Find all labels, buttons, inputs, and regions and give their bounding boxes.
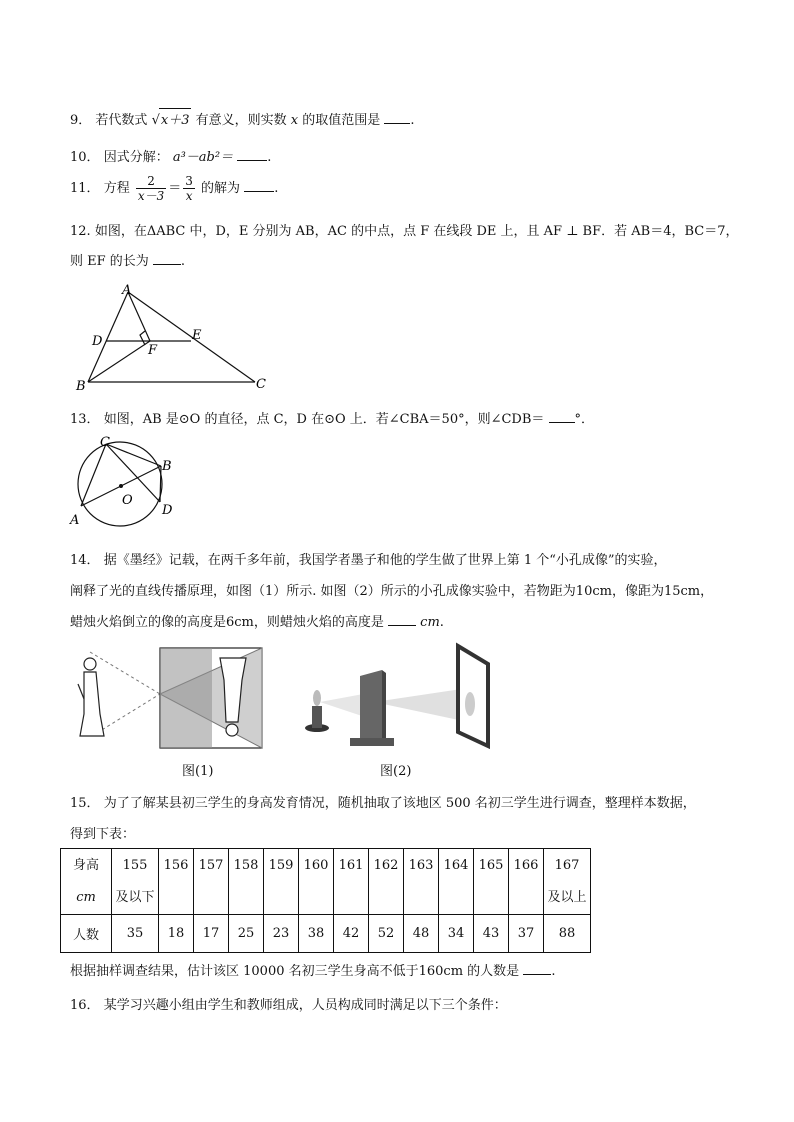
triangle-figure	[68, 282, 278, 394]
question-14-line-1	[70, 549, 667, 568]
pinhole-figure-2	[290, 640, 500, 752]
segment-cd	[106, 444, 160, 502]
height-cell: 160	[299, 849, 334, 915]
person-icon	[78, 658, 104, 736]
question-text: 有意义，则实数	[195, 113, 287, 128]
label-e: E	[192, 328, 202, 343]
height-cell: 163	[404, 849, 439, 915]
count-cell: 48	[404, 915, 439, 953]
unit: cm	[420, 615, 440, 630]
center-point	[119, 484, 123, 488]
label-f: F	[148, 343, 158, 358]
question-12-line-1	[70, 220, 739, 239]
question-text: 阐释了光的直线传播原理，如图（1）所示. 如图（2）所示的小孔成像实验中，若物距为10cm，像距为15cm，	[70, 584, 714, 599]
radical-expression: √x＋3	[152, 113, 192, 128]
height-table	[60, 848, 591, 953]
segment-ca	[81, 444, 106, 506]
question-text: 因式分解：	[103, 150, 169, 165]
segment-cb	[106, 444, 161, 466]
count-cell: 18	[159, 915, 194, 953]
pinhole-figure-1	[70, 644, 270, 754]
count-cell: 42	[334, 915, 369, 953]
label-a: A	[122, 283, 132, 298]
count-cell: 17	[194, 915, 229, 953]
question-number: 12.	[70, 224, 91, 239]
circle-o	[78, 442, 162, 526]
question-text: 根据抽样调查结果，估计该区 10000 名初三学生身高不低于160cm 的人数是	[70, 964, 520, 979]
question-text: 得到下表：	[70, 827, 136, 842]
question-15-line-2	[70, 823, 135, 842]
answer-blank[interactable]	[384, 109, 410, 124]
height-cell: 162	[369, 849, 404, 915]
height-cell: 166	[509, 849, 544, 915]
question-number: 14．	[70, 553, 100, 568]
fraction: $\frac{3}{x}$	[185, 174, 193, 203]
answer-blank[interactable]	[388, 611, 416, 626]
height-cell: 167 及以上	[544, 849, 591, 915]
count-cell: 52	[369, 915, 404, 953]
question-13: 13． 如图，AB 是⊙O 的直径，点 C，D 在⊙O 上．若∠CBA＝50°，则∠CDB＝ °．	[70, 408, 594, 427]
question-14-line-2	[70, 580, 713, 599]
height-cell: 156	[159, 849, 194, 915]
answer-blank[interactable]	[549, 408, 575, 423]
question-number: 9．	[70, 113, 92, 128]
count-cell: 43	[474, 915, 509, 953]
question-14-line-3: 蜡烛火焰倒立的像的高度是6cm，则蜡烛火焰的高度是 cm.	[70, 611, 444, 630]
label-d: D	[92, 334, 103, 349]
label-a: A	[70, 513, 80, 528]
question-text: 方程	[103, 181, 130, 196]
height-cell: 164	[439, 849, 474, 915]
question-text: 则 EF 的长为	[70, 254, 149, 269]
label-o: O	[122, 493, 133, 508]
question-text: 为了了解某县初三学生的身高发育情况，随机抽取了该地区 500 名初三学生进行调查，整理样本数据，	[103, 796, 696, 811]
height-cell: 161	[334, 849, 369, 915]
screen-board	[458, 646, 488, 746]
candle-icon	[305, 690, 329, 732]
count-cell: 88	[544, 915, 591, 953]
label-b: B	[162, 459, 172, 474]
question-text: 蜡烛火焰倒立的像的高度是6cm，则蜡烛火焰的高度是	[70, 615, 384, 630]
height-cell: 155 及以下	[112, 849, 159, 915]
question-text: 某学习兴趣小组由学生和教师组成，人员构成同时满足以下三个条件：	[103, 998, 507, 1013]
height-cell: 165	[474, 849, 509, 915]
label-c: C	[100, 435, 110, 450]
label-d: D	[162, 503, 173, 518]
table-header-cell: 人数	[61, 915, 112, 953]
answer-blank[interactable]	[237, 146, 267, 161]
question-text: 若代数式	[95, 113, 148, 128]
table-header-cell: 身高 cm	[61, 849, 112, 915]
question-text: 据《墨经》记载，在两千多年前，我国学者墨子和他的学生做了世界上第 1 个“小孔成像”的实验，	[103, 553, 667, 568]
question-number: 13．	[70, 412, 100, 427]
question-10: 10． 因式分解： a³－ab²＝ .	[70, 146, 271, 165]
fraction: $\frac{2}{x-3}$	[137, 174, 165, 203]
question-number: 16．	[70, 998, 100, 1013]
question-16	[70, 994, 507, 1013]
question-text: 的取值范围是	[302, 113, 381, 128]
height-cell: 159	[264, 849, 299, 915]
figure-1-caption: 图(1)	[182, 764, 214, 779]
math-expression: a³－ab²＝	[172, 150, 234, 165]
question-number: 11．	[70, 181, 100, 196]
count-cell: 35	[112, 915, 159, 953]
question-15-line-3: 根据抽样调查结果，估计该区 10000 名初三学生身高不低于160cm 的人数是 .	[70, 960, 555, 979]
question-15-line-1	[70, 792, 696, 811]
height-cell: 157	[194, 849, 229, 915]
label-c: C	[256, 377, 266, 392]
question-11: 11． 方程 $\frac{2}{x-3}$ ＝ $\frac{3}{x}$ 的解为 .	[70, 174, 279, 203]
question-text: 的解为	[201, 181, 241, 196]
count-cell: 34	[439, 915, 474, 953]
right-angle-mark	[140, 331, 145, 345]
question-9: 9． 若代数式 √x＋3 有意义，则实数 x 的取值范围是 .	[70, 108, 415, 128]
count-cell: 25	[229, 915, 264, 953]
variable: x	[290, 113, 299, 128]
table-row	[61, 849, 591, 915]
question-text: 如图，在ΔABC 中，D，E 分别为 AB，AC 的中点，点 F 在线段 DE 上，且 AF ⊥ BF．若 AB＝4，BC＝7，	[94, 224, 739, 239]
label-b: B	[76, 379, 86, 394]
question-number: 10．	[70, 150, 100, 165]
circle-figure	[68, 432, 188, 532]
count-cell: 37	[509, 915, 544, 953]
count-cell: 23	[264, 915, 299, 953]
table-row	[61, 915, 591, 953]
answer-blank[interactable]	[244, 177, 274, 192]
figure-2-caption: 图(2)	[380, 764, 412, 779]
question-12-line-2: 则 EF 的长为 .	[70, 250, 185, 269]
count-cell: 38	[299, 915, 334, 953]
question-number: 15．	[70, 796, 100, 811]
answer-blank[interactable]	[153, 250, 181, 265]
height-cell: 158	[229, 849, 264, 915]
answer-blank[interactable]	[523, 960, 551, 975]
question-text: 如图，AB 是⊙O 的直径，点 C，D 在⊙O 上．若∠CBA＝50°，则∠CDB＝	[103, 412, 545, 427]
